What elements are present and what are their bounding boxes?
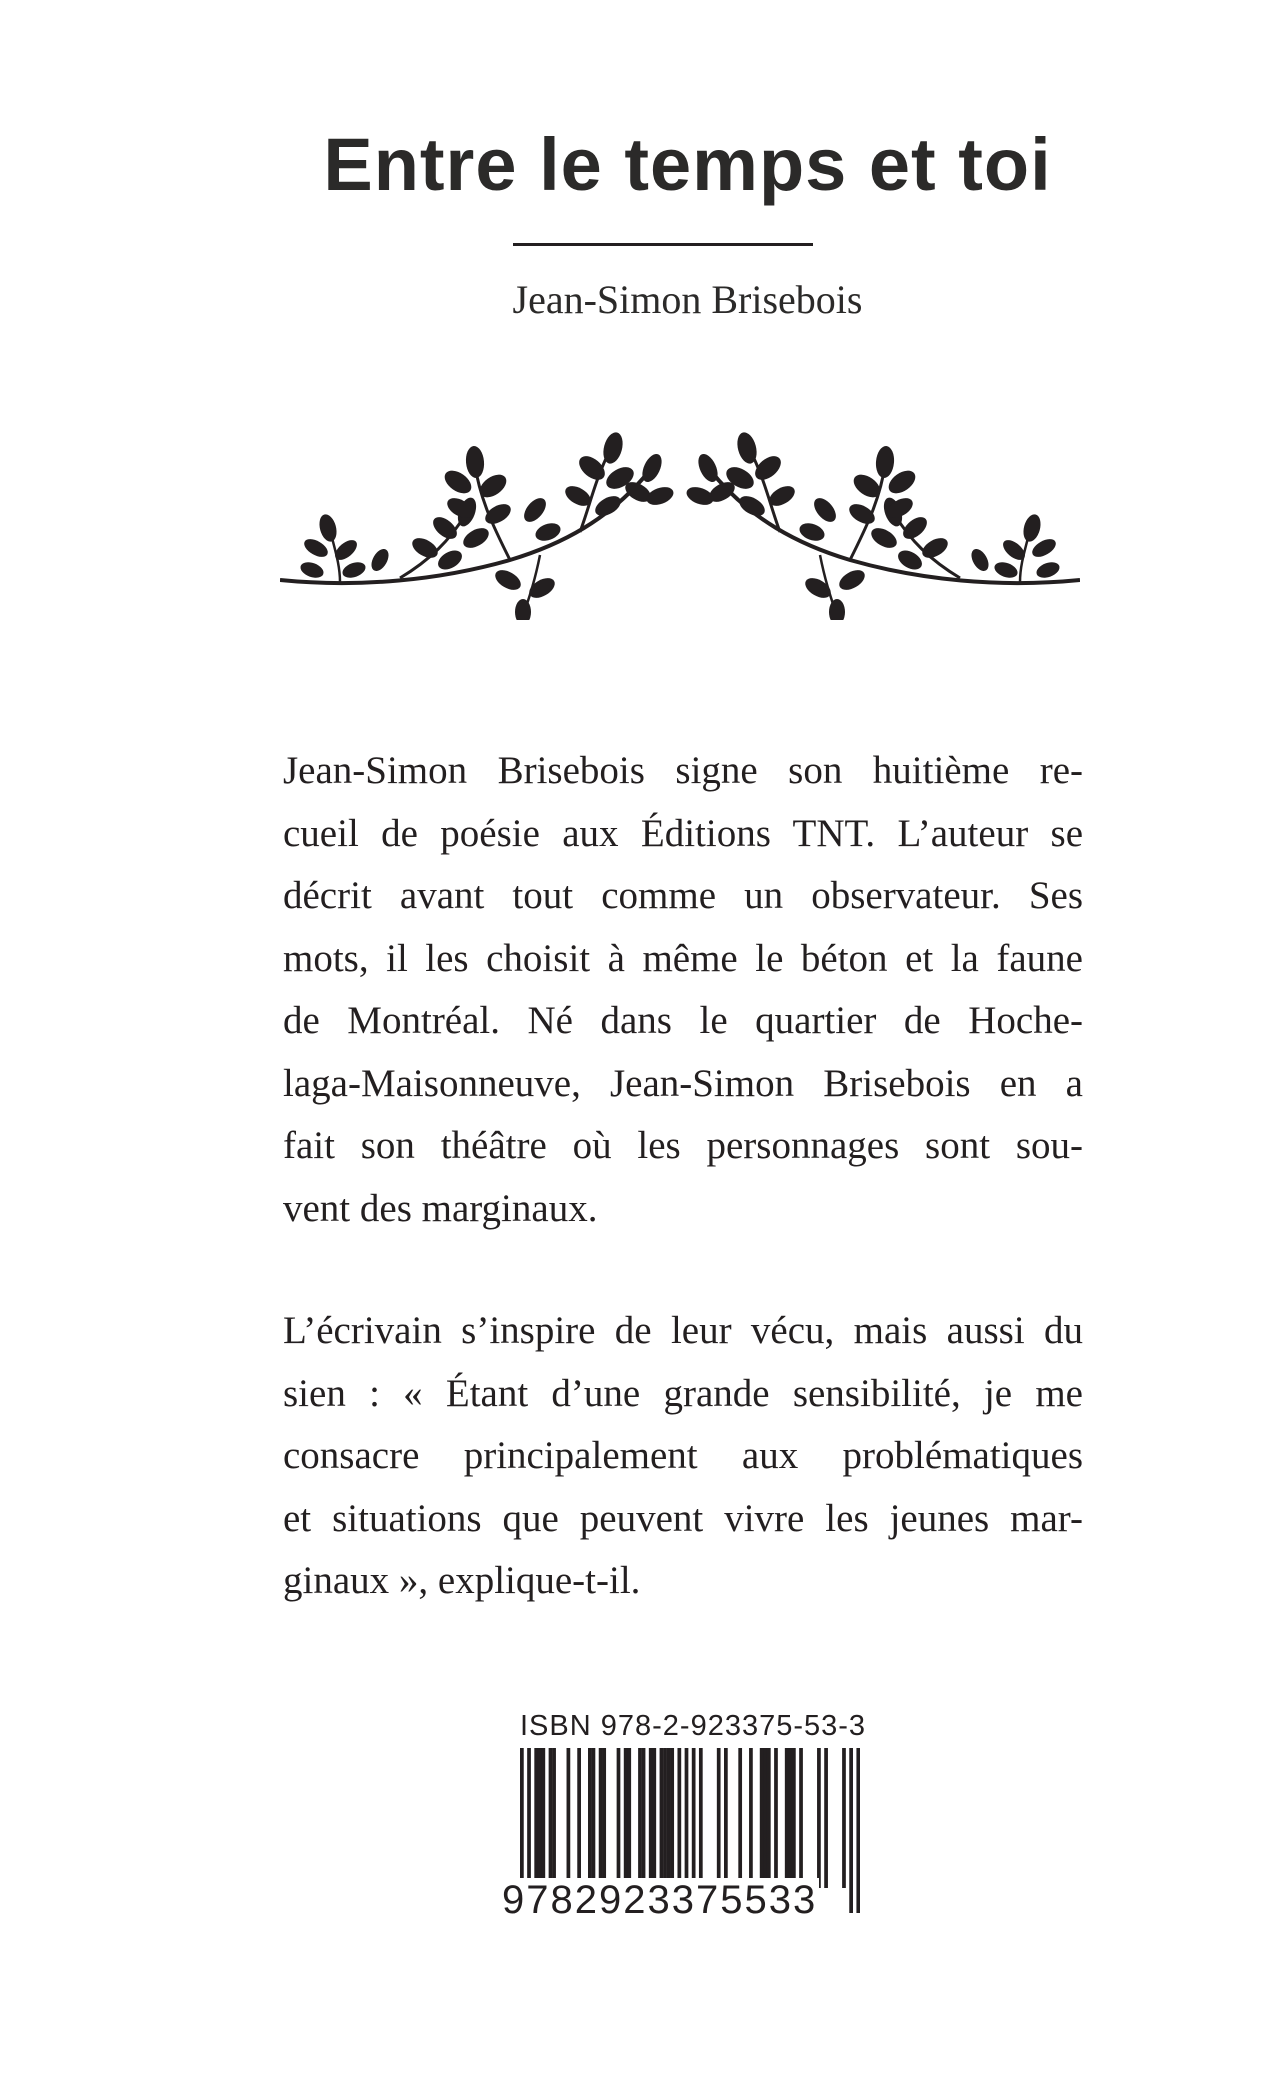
blurb-line: mots, il les choisit à même le béton et la faune bbox=[283, 936, 1083, 980]
barcode-bar bbox=[792, 1748, 796, 1888]
barcode-bar bbox=[749, 1748, 753, 1888]
blurb-line: ginaux », explique-t-il. bbox=[283, 1559, 641, 1602]
blurb-line: cueil de poésie aux Éditions TNT. L’auteur se bbox=[283, 811, 1083, 855]
blurb-paragraph-1 bbox=[283, 740, 1083, 1240]
barcode-bar bbox=[552, 1748, 556, 1888]
barcode-bar bbox=[738, 1748, 742, 1888]
barcode-bar bbox=[824, 1748, 828, 1888]
barcode-bar bbox=[842, 1748, 846, 1888]
author-name: Jean-Simon Brisebois bbox=[512, 277, 863, 322]
isbn-label: ISBN 978-2-923375-53-3 bbox=[520, 1710, 867, 1742]
barcode-bar bbox=[649, 1748, 653, 1888]
barcode-bar bbox=[599, 1748, 603, 1888]
barcode-bar bbox=[699, 1748, 703, 1888]
barcode-bar bbox=[534, 1748, 538, 1888]
blurb-line: vent des marginaux. bbox=[283, 1186, 598, 1230]
barcode-bar bbox=[652, 1748, 656, 1888]
barcode-bar bbox=[667, 1748, 671, 1888]
blurb-line: fait son théâtre où les personnages sont sou- bbox=[283, 1124, 1083, 1167]
blurb-line: consacre principalement aux problématiques bbox=[283, 1434, 1083, 1477]
blurb-line: décrit avant tout comme un observateur. Ses bbox=[283, 874, 1083, 917]
barcode-bar bbox=[592, 1748, 596, 1888]
barcode-bar bbox=[788, 1748, 792, 1888]
barcode-bar bbox=[577, 1748, 581, 1888]
barcode-bar bbox=[549, 1748, 553, 1888]
barcode-bar bbox=[538, 1748, 542, 1888]
barcode-bar bbox=[677, 1748, 681, 1888]
barcode-bar bbox=[767, 1748, 771, 1888]
left-branch-icon bbox=[280, 430, 676, 620]
barcode-bar bbox=[663, 1748, 667, 1888]
barcode-bar bbox=[774, 1748, 778, 1888]
blurb-line: L’écrivain s’inspire de leur vécu, mais aussi du bbox=[283, 1309, 1083, 1352]
right-branch-icon bbox=[684, 430, 1080, 620]
book-title: Entre le temps et toi bbox=[323, 123, 1052, 206]
barcode-bar bbox=[567, 1748, 571, 1888]
barcode-bar bbox=[760, 1748, 764, 1888]
leafy-branches-ornament-icon bbox=[280, 420, 1080, 620]
blurb-line: Jean-Simon Brisebois signe son huitième re- bbox=[283, 749, 1083, 792]
barcode-bar bbox=[670, 1748, 674, 1888]
barcode-bar bbox=[638, 1748, 642, 1888]
blurb-line: laga-Maisonneuve, Jean-Simon Brisebois en a bbox=[283, 1061, 1083, 1105]
barcode-bar bbox=[627, 1748, 631, 1888]
barcode-bar bbox=[617, 1748, 621, 1888]
title-divider bbox=[513, 243, 813, 246]
barcode-bar bbox=[717, 1748, 721, 1888]
barcode-digits bbox=[500, 1878, 870, 1923]
barcode-digits-text: 9782923375533 bbox=[502, 1878, 818, 1922]
barcode-bar bbox=[602, 1748, 606, 1888]
barcode-bar bbox=[724, 1748, 728, 1888]
barcode-bar bbox=[588, 1748, 592, 1888]
blurb-line: sien : « Étant d’une grande sensibilité, je me bbox=[283, 1371, 1083, 1415]
barcode-bar bbox=[763, 1748, 767, 1888]
blurb-line: et situations que peuvent vivre les jeunes mar- bbox=[283, 1496, 1083, 1540]
barcode-bar bbox=[624, 1748, 628, 1888]
barcode-bar bbox=[799, 1748, 803, 1888]
barcode-bar bbox=[817, 1748, 821, 1888]
barcode-bar bbox=[642, 1748, 646, 1888]
barcode-bar bbox=[660, 1748, 664, 1888]
blurb-paragraph-2 bbox=[283, 1300, 1083, 1613]
barcode-bar bbox=[785, 1748, 789, 1888]
blurb-line: de Montréal. Né dans le quartier de Hoche- bbox=[283, 999, 1083, 1042]
barcode-bar bbox=[541, 1748, 545, 1888]
